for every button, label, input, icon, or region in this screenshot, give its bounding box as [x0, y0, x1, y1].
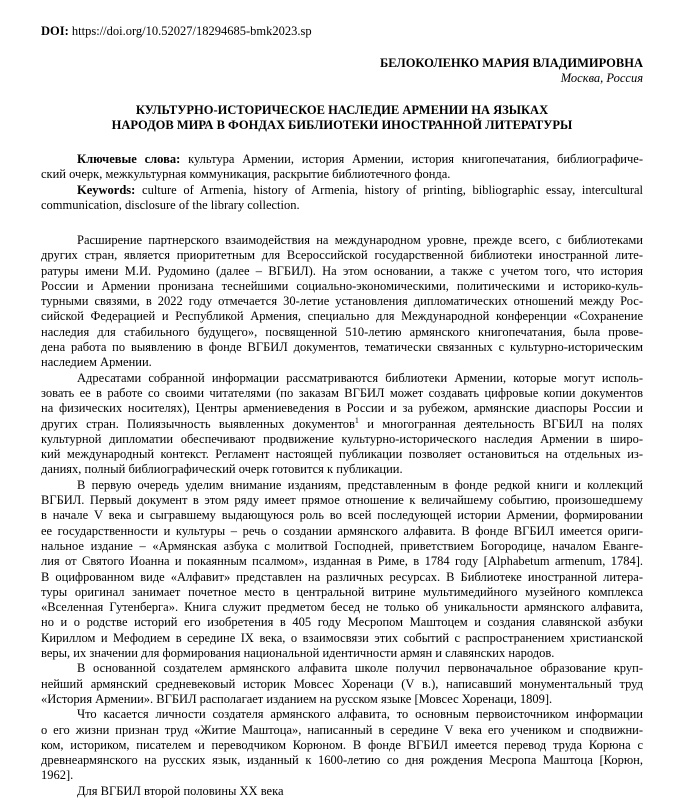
body-line: но и о родстве историй его изобретения в 405 году Месропом Маштоцем и создания славянской азбуки	[41, 615, 643, 630]
body-line: Кириллом и Мефодием в середине IX века, о взаимосвязи этих событий с распространением христианской	[41, 630, 643, 645]
body-line: Что касается личности создателя армянского алфавита, то основным первоисточником информации	[77, 707, 643, 722]
body-line: культурной дипломатии обеспечивают продвижение культурно-исторического наследия Армении в широ-	[41, 431, 643, 446]
body-line: ком, историком, писателем и переводчиком Корюном. В фонде ВГБИЛ имеется перевод труда Корюна с	[41, 737, 643, 752]
body-line: наследием Армении.	[41, 355, 152, 370]
title-line: КУЛЬТУРНО-ИСТОРИЧЕСКОЕ НАСЛЕДИЕ АРМЕНИИ НА ЯЗЫКАХ	[135, 103, 549, 117]
keywords-ru-label: Ключевые слова:	[77, 152, 181, 166]
body-line: В основанной создателем армянского алфавита школе получил первоначальное образование круп-	[77, 661, 643, 676]
author-name: БЕЛОКОЛЕНКО МАРИЯ ВЛАДИМИРОВНА	[379, 56, 643, 70]
body-line: в начале V века и сыгравшему выдающуюся роль во всей последующей истории Армении, формировании	[41, 508, 643, 523]
body-line: других стран, является приоритетным для Всероссийской государственной библиотеки иностранной лите-	[41, 248, 643, 263]
body-text	[41, 233, 643, 799]
body-line: Для ВГБИЛ второй половины XX века	[77, 783, 284, 798]
article-title	[41, 103, 643, 133]
doi-link[interactable]: https://doi.org/10.52027/18294685-bmk2023.sp	[71, 24, 312, 38]
title-line: НАРОДОВ МИРА В ФОНДАХ БИБЛИОТЕКИ ИНОСТРАННОЙ ЛИТЕРАТУРЫ	[111, 118, 573, 132]
body-line: Расширение партнерского взаимодействия на международном уровне, прежде всего, с библиотеками	[77, 233, 643, 247]
body-line: ВГБИЛ. Первый документ в этом ряду имеет прямое отношение к величайшему событию, произошедшему	[41, 493, 643, 508]
body-line: Адресатами собранной информации рассматриваются библиотеки Армении, которые могут исполь-	[77, 370, 643, 385]
author-block	[380, 56, 643, 86]
body-line: веры, их значении для формирования национальной идентичности армян и славянских народов.	[41, 646, 555, 661]
author-city: Москва, Россия	[560, 71, 643, 85]
body-line: на физических носителях), Центры армениеведения в России и за рубежом, армянские диаспоры России и	[41, 401, 643, 416]
body-line: 1962].	[41, 768, 74, 783]
body-line: сийской Федерацией и Республикой Армения, специально для Международной конференции «Сохранение	[41, 309, 643, 324]
keywords-block	[41, 152, 643, 213]
keywords-en-label: Keywords:	[77, 182, 136, 197]
body-line: ее государственности и культуры – речь о создании армянского алфавита. В фонде ВГБИЛ имеется ориги-	[41, 523, 643, 538]
body-line: зовать ее в работе со своими читателями (по заказам ВГБИЛ может создавать цифровые копии документов	[41, 385, 643, 400]
keywords-en-line: communication, disclosure of the library collection.	[41, 197, 300, 212]
keywords-ru-line: Ключевые слова: культура Армении, история Армении, история книгопечатания, библиографиче-	[77, 152, 643, 166]
doi-label: DOI:	[41, 24, 69, 38]
body-line: даниях, полный библиографический очерк готовится к публикации.	[41, 462, 403, 477]
body-line: «История Армении». ВГБИЛ располагает изданием на русском языке [Мовсес Хоренаци, 1809].	[41, 691, 553, 706]
footnote-marker[interactable]: 1	[354, 415, 359, 425]
body-line: древнеармянского на русских язык, изданный к 1600-летию со дня рождения Месропа Маштоца [Корюн,	[41, 753, 643, 768]
body-line: лия от Святого Иоанна и покаянным псалмом», изданная в Риме, в 1784 году [Alphabetum armenum, 1784].	[41, 554, 643, 569]
keywords-ru-line: ский очерк, межкультурная коммуникация, раскрытие библиотечного фонда.	[41, 167, 451, 182]
body-line: о его жизни признан труд «Житие Маштоца», написанный в середине V века его учеником и сподвижни-	[41, 722, 643, 737]
doi-line	[41, 24, 312, 39]
body-line: наследия для стабильного будущего», посвященной 510-летию армянского книгопечатания, была прове-	[41, 324, 643, 339]
body-line: В оцифрованном виде «Алфавит» представлен на различных ресурсах. В Библиотеке иностранной литера-	[41, 569, 643, 584]
body-line: ратуры имени М.И. Рудомино (далее – ВГБИЛ). На этом основании, а также с учетом того, что история	[41, 263, 643, 278]
body-line: дена работа по выявлению в фонде ВГБИЛ документов, тематически связанных с культурно-историческим	[41, 340, 643, 355]
keywords-en-line: Keywords: culture of Armenia, history of Armenia, history of printing, bibliographic essay, intercultural	[77, 182, 644, 197]
body-line: туры оригинал занимает почетное место в центральной витрине мультимедийного музейного комплекса	[41, 584, 643, 599]
body-line: других стран. Полиязычность выявленных документов$^1$ и многогранная деятельность ВГБИЛ на полях	[41, 415, 644, 431]
body-line: «Вселенная Гутенберга». Книга служит предметом бесед не только об уникальности армянского алфавита,	[41, 600, 643, 615]
body-line: России и Армении пронизана теснейшими социально-экономическими, политическими и историко-куль-	[41, 278, 643, 293]
body-line: В первую очередь уделим внимание изданиям, представленным в фонде редкой книги и коллекций	[77, 477, 643, 492]
body-line: нейший армянский средневековый историк Мовсес Хоренаци (V в.), написавший монументальный труд	[41, 676, 643, 691]
body-line: кий международный контекст. Регламент настоящей публикации позволяет остановиться на отдельных из-	[41, 447, 643, 462]
body-line: нальное издание – «Армянская азбука с молитвой Господней, приветствием Богородице, началом Еванге-	[41, 538, 643, 553]
body-line: турными связями, в 2022 году отмечается 30-летие установления дипломатических отношений между Рос-	[41, 294, 643, 309]
